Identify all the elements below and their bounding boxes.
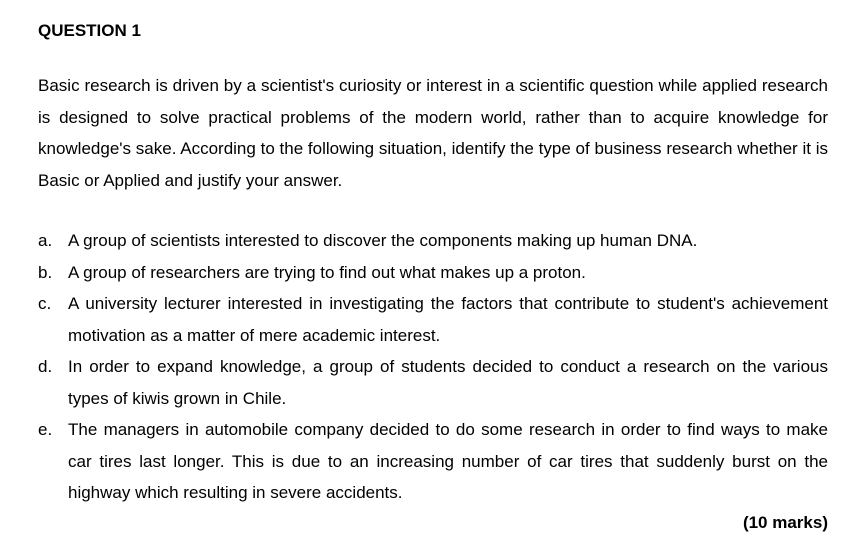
situation-item-d [38, 351, 828, 414]
marks-label: (10 marks) [742, 513, 828, 532]
item-text: A group of researchers are trying to find out what makes up a proton. [68, 262, 586, 282]
situation-item-b [38, 257, 828, 289]
situation-item-e [38, 414, 828, 509]
question-title: QUESTION 1 [38, 21, 141, 40]
item-letter: c. [38, 294, 52, 313]
item-letter: e. [38, 420, 53, 439]
question-intro: Basic research is driven by a scientist's curiosity or interest in a scientific question while applied research is designed to solve practical problems of the modern world, rather than to acquire knowledge for knowledge's sake. According to the following situation, identify the type of business research whether it is Basic or Applied and justify your answer. [38, 76, 828, 190]
item-letter: d. [38, 357, 53, 376]
item-text: A university lecturer interested in investigating the factors that contribute to student's achievement motivation as a matter of mere academic interest. [68, 294, 828, 345]
item-letter: b. [38, 262, 53, 282]
item-text: The managers in automobile company decided to do some research in order to find ways to make car tires last longer. This is due to an increasing number of car tires that suddenly burst on the highway which resulting in severe accidents. [68, 420, 828, 502]
situation-item-c [38, 288, 828, 351]
item-text: In order to expand knowledge, a group of students decided to conduct a research on the various types of kiwis grown in Chile. [68, 357, 828, 408]
situation-list [38, 225, 828, 509]
item-letter: a. [38, 231, 53, 250]
item-text: A group of scientists interested to discover the components making up human DNA. [68, 231, 698, 250]
situation-item-a [38, 225, 828, 257]
